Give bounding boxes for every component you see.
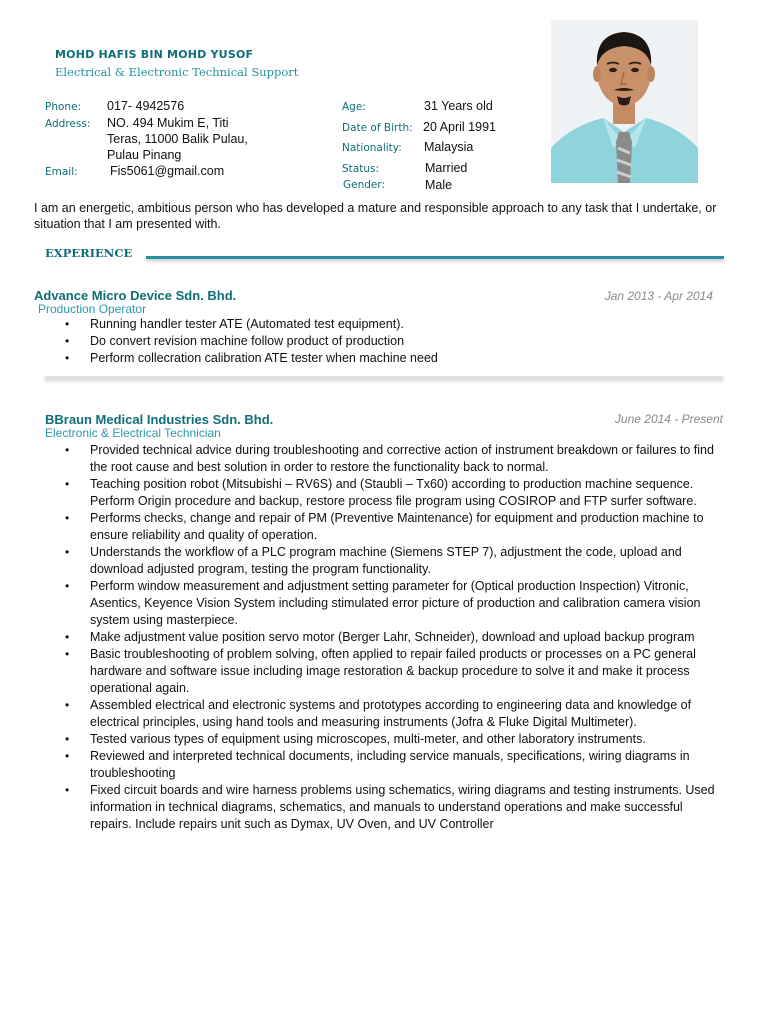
profile-photo: [551, 20, 698, 183]
job-title: Electronic & Electrical Technician: [45, 426, 221, 440]
section-divider: [146, 256, 724, 259]
candidate-role: Electrical & Electronic Technical Support: [55, 65, 299, 79]
gender-value: Male: [425, 178, 453, 192]
address-line-2: Teras, 11000 Balik Pulau,: [107, 132, 248, 146]
email-value: Fis5061@gmail.com: [110, 164, 225, 178]
address-line-1: NO. 494 Mukim E, Titi: [107, 116, 229, 130]
duty-item: • Tested various types of equipment using microscopes, multi-meter, and other laboratory instruments.: [63, 731, 725, 748]
duty-item: • Teaching position robot (Mitsubishi – RV6S) and (Staubli – Tx60) according to production machine sequence. Perform Origin procedure and backup, restore process file program using COSIROP and FTP surfer software.: [63, 476, 725, 510]
job-dates: June 2014 - Present: [614, 412, 723, 426]
nationality-label: Nationality:: [342, 142, 402, 154]
age-label: Age:: [342, 101, 366, 113]
dob-value: 20 April 1991: [423, 120, 496, 134]
duty-item: • Understands the workflow of a PLC program machine (Siemens STEP 7), adjustment the code, upload and download adjusted program, testing the program functionality.: [63, 544, 725, 578]
nationality-value: Malaysia: [424, 140, 474, 154]
job-title: Production Operator: [38, 302, 147, 316]
age-value: 31 Years old: [424, 99, 493, 113]
duty-item: • Performs checks, change and repair of PM (Preventive Maintenance) for equipment and production machine to ensure reliability and quality of operation.: [63, 510, 725, 544]
phone-label: Phone:: [45, 101, 82, 113]
duty-item: • Basic troubleshooting of problem solving, often applied to repair failed products or processes on a PC general hardware and software issue including image restoration & backup procedure to solve it and make it process operational again.: [63, 646, 725, 697]
duty-item: • Do convert revision machine follow product of production: [63, 333, 723, 350]
job-duties-list: [63, 316, 723, 367]
status-label: Status:: [342, 163, 379, 175]
address-label: Address:: [45, 118, 91, 130]
job-duties-list: [63, 442, 725, 833]
job-dates: Jan 2013 - Apr 2014: [604, 289, 713, 303]
dob-label: Date of Birth:: [342, 122, 413, 134]
summary-text: I am an energetic, ambitious person who has developed a mature and responsible approach to any task that I undertake, or situation that I am presented with.: [34, 201, 717, 231]
job-divider: [45, 376, 723, 379]
email-label: Email:: [45, 166, 78, 178]
duty-item: • Make adjustment value position servo motor (Berger Lahr, Schneider), download and upload backup program: [63, 629, 725, 646]
duty-item: • Reviewed and interpreted technical documents, including service manuals, specifications, wiring diagrams in troubleshooting: [63, 748, 725, 782]
duty-item: • Assembled electrical and electronic systems and prototypes according to engineering data and knowledge of electrical principles, using hand tools and measuring instruments (Jofra & Fluke Digital Multimeter).: [63, 697, 725, 731]
job-company: BBraun Medical Industries Sdn. Bhd.: [45, 412, 274, 427]
gender-label: Gender:: [343, 179, 386, 191]
duty-item: • Provided technical advice during troubleshooting and corrective action of instrument breakdown or failures to find the root cause and best solution in order to restore the functionality back to normal.: [63, 442, 725, 476]
address-line-3: Pulau Pinang: [107, 148, 182, 162]
duty-item: • Fixed circuit boards and wire harness problems using schematics, wiring diagrams and testing instruments. Used information in technical diagrams, schematics, and manuals to understand operations and make successful repairs. Include repairs unit such as Dymax, UV Oven, and UV Controller: [63, 782, 725, 833]
duty-item: • Perform window measurement and adjustment setting parameter for (Optical production Inspection) Vitronic, Asentics, Keyence Vision System including stimulated error picture of production and calibration camera vision system using masterpiece.: [63, 578, 725, 629]
job-company: Advance Micro Device Sdn. Bhd.: [34, 288, 237, 303]
duty-item: • Perform collecration calibration ATE tester when machine need: [63, 350, 723, 367]
duty-item: • Running handler tester ATE (Automated test equipment).: [63, 316, 723, 333]
phone-value: 017- 4942576: [107, 99, 185, 113]
experience-heading: EXPERIENCE: [45, 246, 133, 260]
status-value: Married: [425, 161, 468, 175]
candidate-name: MOHD HAFIS BIN MOHD YUSOF: [55, 48, 254, 61]
